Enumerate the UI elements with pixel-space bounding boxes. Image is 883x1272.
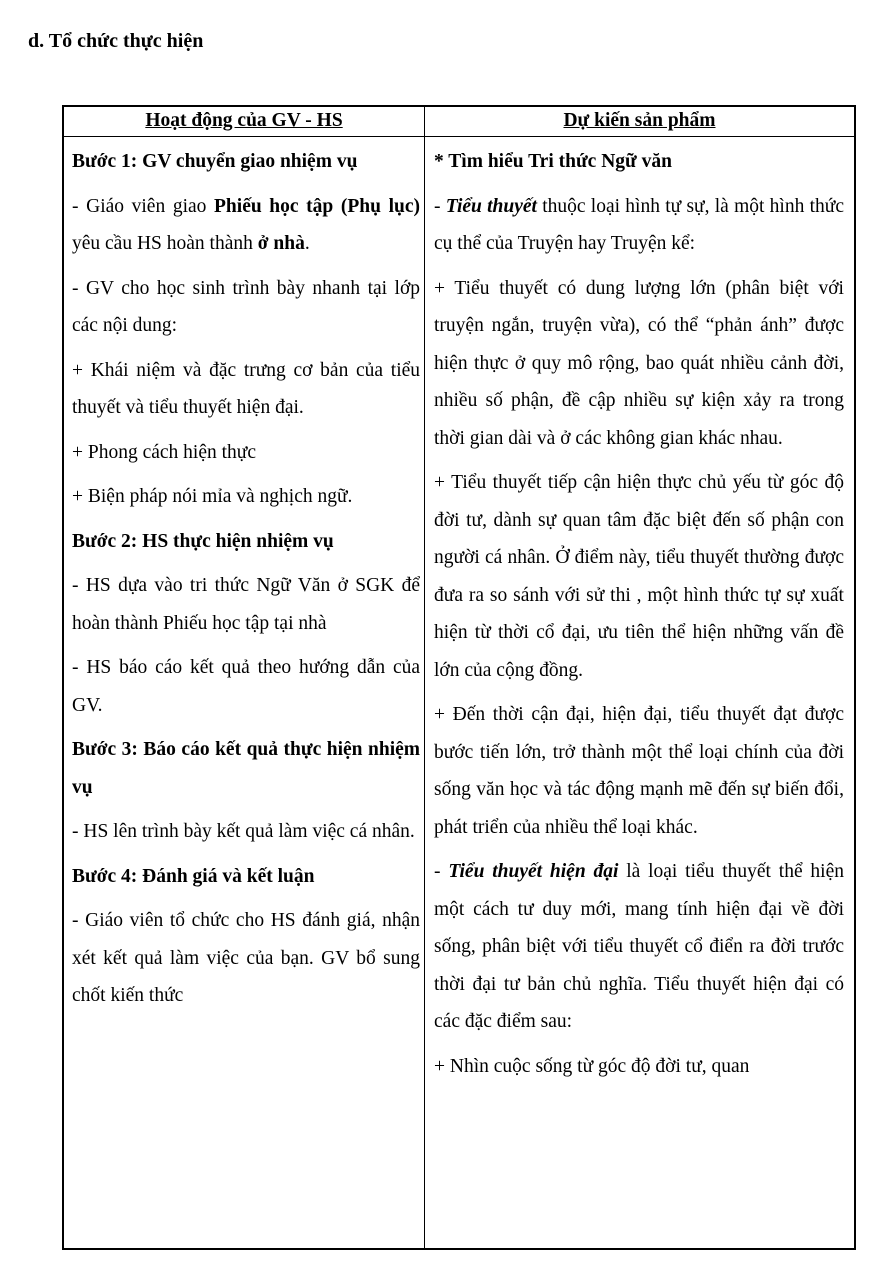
table-body-row — [64, 137, 854, 1248]
paragraph — [434, 270, 844, 458]
paragraph — [434, 696, 844, 846]
text-run: Bước 1: GV chuyển giao nhiệm vụ — [72, 151, 358, 172]
cell-activities — [64, 137, 425, 1248]
paragraph — [72, 478, 420, 516]
text-run: - Giáo viên giao — [72, 195, 215, 217]
text-run: Tiểu thuyết — [445, 195, 537, 217]
text-run: - GV cho học sinh trình bày nhanh tại lớp các nội dung: — [72, 277, 421, 336]
text-run: + Phong cách hiện thực — [72, 441, 257, 463]
paragraph — [72, 902, 420, 1015]
text-run: + Biện pháp nói mỉa và nghịch ngữ. — [72, 486, 353, 507]
text-run: - HS lên trình bày kết quả làm việc cá nhân. — [72, 821, 415, 842]
paragraph — [72, 188, 420, 263]
text-run: + Khái niệm và đặc trưng cơ bản của tiểu thuyết và tiểu thuyết hiện đại. — [72, 359, 421, 418]
text-run: Tiểu thuyết hiện đại — [448, 861, 619, 882]
text-run: Bước 4: Đánh giá và kết luận — [72, 865, 315, 887]
text-run: thuộc loại hình tự sự, là một hình thức cụ thể của Truyện hay Truyện kể: — [434, 195, 844, 254]
text-run: - HS dựa vào tri thức Ngữ Văn ở SGK để hoàn thành Phiếu học tập tại nhà — [72, 575, 421, 634]
text-run: + Tiểu thuyết có dung lượng lớn (phân biệt với truyện ngắn, truyện vừa), có thể “phản ánh” được hiện thực ở quy mô rộng, bao quát nhiều cảnh đời, nhiều số phận, đề cập nhiều sự kiện xảy ra trong thời gian dài và ở các không gian khác nhau. — [434, 277, 844, 449]
text-run: + Nhìn cuộc sống từ góc độ đời tư, quan — [434, 1055, 750, 1077]
text-run: + Đến thời cận đại, hiện đại, tiểu thuyết đạt được bước tiến lớn, trở thành một thể loại chính của đời sống văn học và tác động mạnh mẽ đến sự biến đổi, phát triển của nhiều thể loại khác. — [434, 704, 844, 838]
paragraph — [72, 434, 420, 472]
text-run: - Giáo viên tổ chức cho HS đánh giá, nhận xét kết quả làm việc của bạn. GV bổ sung chốt kiến thức — [72, 910, 421, 1006]
paragraph — [434, 188, 844, 263]
paragraph — [72, 649, 420, 724]
text-run: + Tiểu thuyết tiếp cận hiện thực chủ yếu từ góc độ đời tư, dành sự quan tâm đặc biệt đến số phận con người cá nhân. Ở điểm này, tiểu thuyết thường được đưa ra so sánh với sử thi , một hình thức tự sự xuất hiện từ thời cổ đại, ưu tiên thể hiện những vấn đề lớn của cộng đồng. — [434, 472, 844, 681]
text-run: * Tìm hiểu Tri thức Ngữ văn — [434, 151, 672, 172]
text-run: - — [434, 195, 446, 217]
text-run: Phiếu học tập (Phụ lục) — [214, 195, 421, 217]
section-heading: d. Tổ chức thực hiện — [28, 30, 204, 52]
paragraph — [434, 853, 844, 1041]
column-header-activities: Hoạt động của GV - HS — [64, 107, 425, 136]
text-run: . — [304, 233, 310, 254]
lesson-plan-table — [62, 105, 856, 1250]
text-run: ở nhà — [257, 233, 305, 254]
paragraph — [72, 567, 420, 642]
paragraph — [72, 813, 420, 851]
table-header-row — [64, 107, 854, 137]
text-run: Bước 3: Báo cáo kết quả thực hiện nhiệm vụ — [72, 739, 421, 798]
paragraph — [72, 143, 420, 181]
paragraph — [72, 270, 420, 345]
paragraph — [72, 352, 420, 427]
text-run: là loại tiểu thuyết thể hiện một cách tư duy mới, mang tính hiện đại về đời sống, phân biệt với tiểu thuyết cổ điển ra đời trước thời đại tư bản chủ nghĩa. Tiểu thuyết hiện đại có các đặc điểm sau: — [434, 861, 844, 1032]
paragraph — [72, 731, 420, 806]
text-run: Bước 2: HS thực hiện nhiệm vụ — [72, 530, 334, 552]
text-run: yêu cầu HS hoàn thành — [72, 233, 258, 254]
cell-expected-products — [425, 137, 854, 1248]
paragraph — [72, 858, 420, 896]
paragraph — [434, 143, 844, 181]
text-run: - — [434, 861, 449, 882]
text-run: - HS báo cáo kết quả theo hướng dẫn của GV. — [72, 657, 421, 716]
column-header-expected-products: Dự kiến sản phẩm — [563, 110, 716, 131]
paragraph — [72, 523, 420, 561]
paragraph — [434, 464, 844, 689]
paragraph — [434, 1048, 844, 1086]
